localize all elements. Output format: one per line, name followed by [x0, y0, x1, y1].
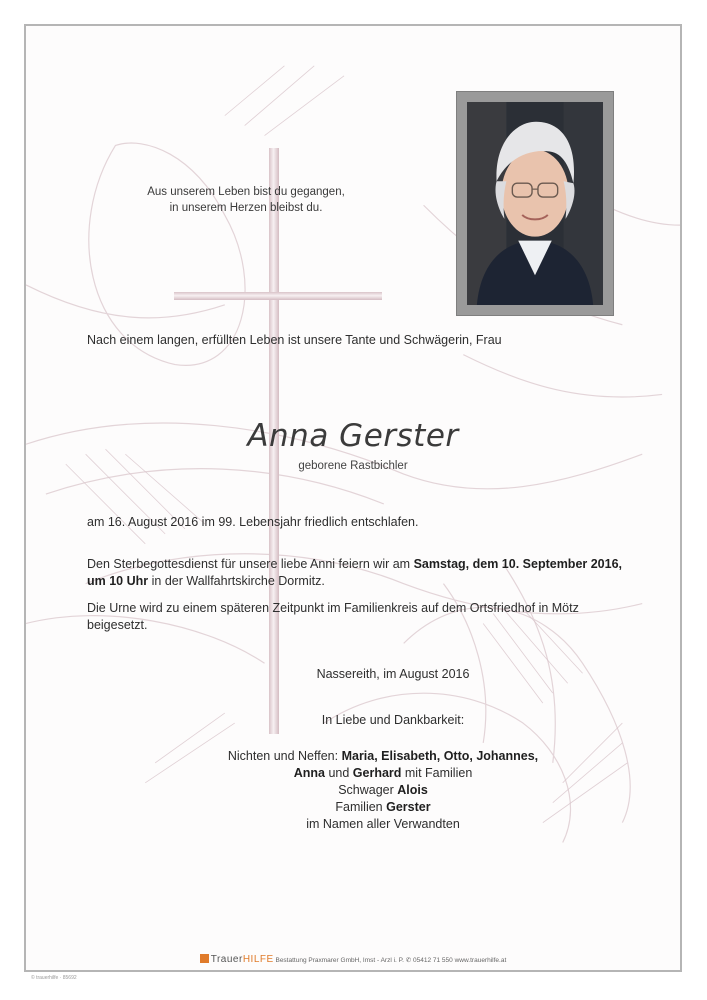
intro-text: Nach einem langen, erfüllten Leben ist unsere Tante und Schwägerin, Frau [87, 333, 502, 347]
mourners-line-3 [56, 782, 682, 799]
footer [26, 954, 680, 965]
brother-prefix: Schwager [338, 783, 398, 797]
families-name: Gerster [386, 800, 431, 814]
brand-name-a: Trauer [210, 954, 243, 965]
footer-details: Bestattung Praxmarer GmbH, Imst - Arzl i. P. ✆ 05412 71 550 www.trauerhilfe.at [275, 957, 507, 964]
mourner-gerhard: Gerhard [352, 766, 402, 780]
mourners-line-2 [56, 765, 682, 782]
brand-name-b: HILFE [242, 954, 274, 965]
place-date: Nassereith, im August 2016 [316, 667, 470, 681]
quote-line-1: Aus unserem Leben bist du gegangen, [147, 186, 345, 198]
brand-name [211, 954, 274, 965]
cross-horizontal-beam [174, 292, 382, 300]
passing-text: am 16. August 2016 im 99. Lebensjahr friedlich entschlafen. [87, 515, 419, 529]
portrait-frame [456, 91, 614, 316]
copyright-note: © trauerhilfe · 85692 [31, 975, 77, 981]
mourners-line-1 [56, 748, 682, 765]
mourners-line-4 [56, 799, 682, 816]
memorial-quote [146, 184, 346, 216]
brother-name: Alois [397, 783, 428, 797]
mourners-and: und [324, 766, 353, 780]
mourners-with-families: mit Familien [401, 766, 473, 780]
service-date: Samstag, dem 10. September 2016, um 10 Uhr [87, 557, 623, 588]
closing-line: In Liebe und Dankbarkeit: [321, 713, 465, 727]
urn-text: Die Urne wird zu einem späteren Zeitpunkt im Familienkreis auf dem Ortsfriedhof in Mötz beigesetzt. [87, 601, 579, 632]
service-text-after: in der Wallfahrtskirche Dormitz. [148, 574, 325, 588]
nieces-names: Maria, Elisabeth, Otto, Johannes, [341, 749, 539, 763]
mourner-anna: Anna [293, 766, 325, 780]
birth-name: geborene Rastbichler [298, 460, 408, 472]
service-text [87, 556, 627, 590]
quote-line-2: in unserem Herzen bleibst du. [169, 202, 323, 214]
mourners-line-5: im Namen aller Verwandten [306, 817, 460, 831]
nieces-prefix: Nichten und Neffen: [227, 749, 342, 763]
obituary-card [24, 24, 682, 972]
brand-logo-icon [200, 954, 209, 963]
portrait-photo [467, 102, 603, 305]
service-text-before: Den Sterbegottesdienst für unsere liebe Anni feiern wir am [87, 557, 414, 571]
deceased-name: Anna Gerster [247, 418, 459, 454]
families-prefix: Familien [335, 800, 387, 814]
